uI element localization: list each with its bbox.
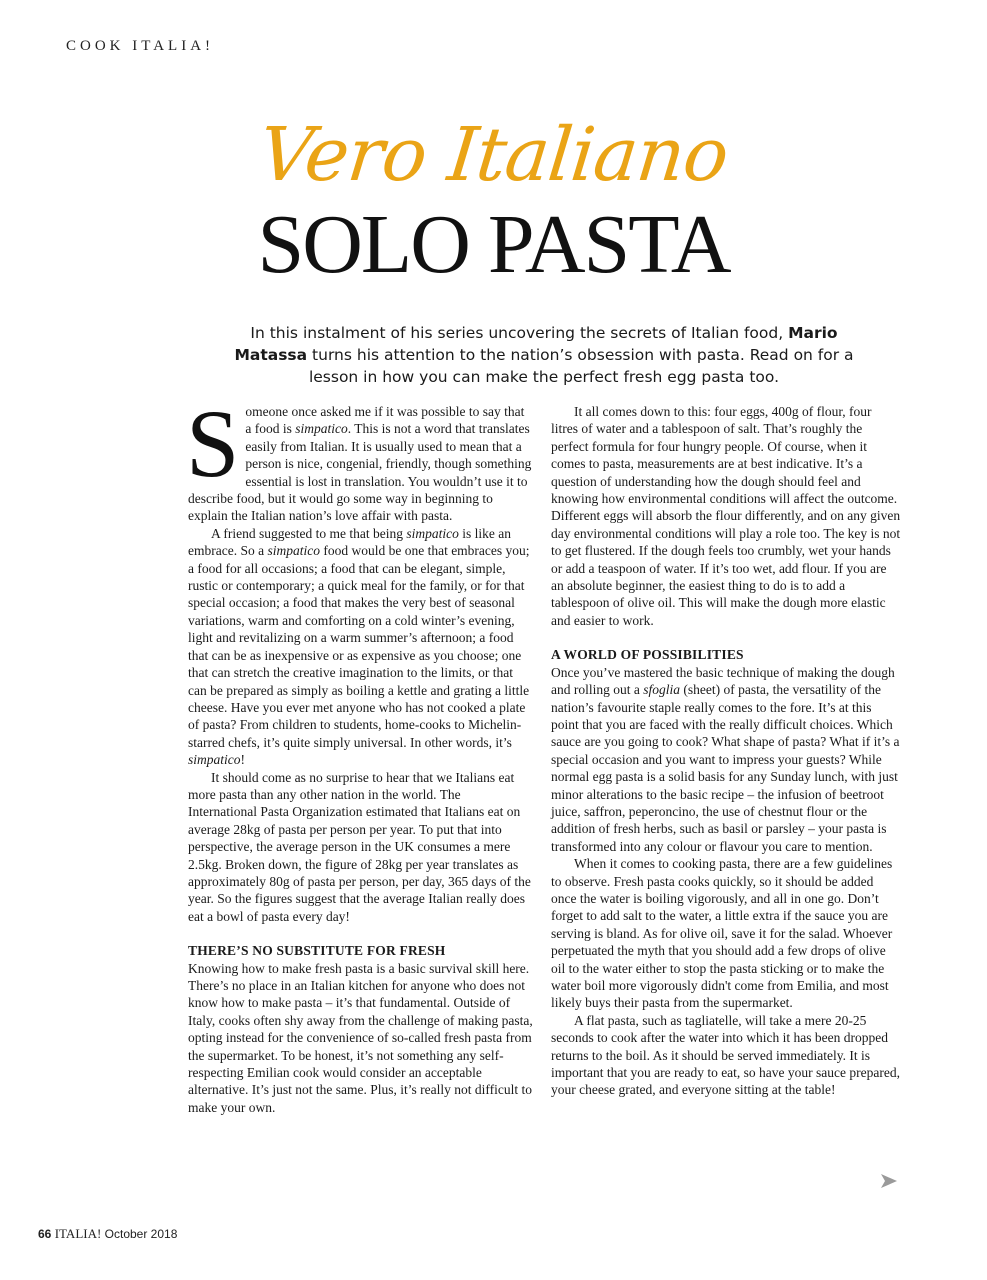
subheading-possibilities: A WORLD OF POSSIBILITIES	[551, 647, 744, 663]
paragraph-cooking: When it comes to cooking pasta, there are a few guidelines to observe. Fresh pasta cooks quickly, so it should be added once the water is boiling vigorously, and all in one go. Don’t forget to add salt to the water, a little extra if the sauce you are serving is bland. As for olive oil, save it for the salad. Whoever perpetuated the myth that you should add a few drops of olive oil to the water either to stop the pasta sticking or to make the water boil more vigorously didn't come from Emilia, and most likely buys their pasta from the supermarket.	[551, 856, 893, 1011]
headline: SOLO PASTA	[257, 198, 730, 291]
paragraph-statistics: It should come as no surprise to hear that we Italians eat more pasta than any other nation in the world. The International Pasta Organization estimated that Italians eat on average 28kg of pasta per person per year. To put that into perspective, the average person in the UK consumes a mere 2.5kg. Broken down, the figure of 28kg per year translates as approximately 80g of pasta per person, per day, 365 days of the year. So the figures suggest that the average Italian really does eat a bowl of pasta every day!	[188, 769, 531, 924]
paragraph-simpatico: A friend suggested to me that being simpatico is like an embrace. So a simpatico food would be one that embraces you; a food for all occasions; a food that can be elegant, simple, rustic or contemporary; a quick meal for the family, or for that special occasion; a food that makes the very best of seasonal variations, warm and comforting on a cold winter’s evening, light and revitalizing on a warm summer’s afternoon; a food that can be as inexpensive or as expensive as you choose; one that can stretch the creative imagination to the limits, or that can be prepared as simply as boiling a kettle and grating a little cheese. Have you ever met anyone who has not cooked a plate of pasta? From children to students, home-cooks to Michelin-starred chefs, it’s quite simply universal. In other words, it’s simpatico!	[188, 525, 530, 768]
page-footer	[38, 1226, 177, 1242]
magazine-name: ITALIA!	[54, 1226, 102, 1241]
paragraph-survival-skill: Knowing how to make fresh pasta is a basic survival skill here. There’s no place in an Italian kitchen for anyone who does not know how to make pasta – it’s that fundamental. Outside of Italy, cooks often shy away from the challenge of making pasta, opting instead for the convenience of so-called fresh pasta from the supermarket. To be honest, it’s not something any self-respecting Emilian cook would consider an acceptable alternative. It’s just not the same. Plus, it’s really not difficult to make your own.	[188, 960, 533, 1115]
continue-arrow-icon	[880, 1172, 898, 1190]
page-number: 66	[38, 1227, 52, 1241]
kicker-title: Vero Italiano	[255, 112, 732, 198]
issue-date: October 2018	[104, 1227, 178, 1241]
standfirst	[214, 322, 874, 388]
standfirst-intro: In this instalment of his series uncovering the secrets of Italian food,	[250, 324, 789, 342]
section-label: COOK ITALIA!	[66, 38, 215, 54]
subheading-fresh: THERE’S NO SUBSTITUTE FOR FRESH	[188, 943, 446, 959]
paragraph-flat-pasta: A flat pasta, such as tagliatelle, will take a mere 20-25 seconds to cook after the water into which it has been dropped returns to the boil. As it should be served immediately. It is important that you are ready to eat, so have your sauce prepared, your cheese grated, and everyone sitting at the table!	[551, 1012, 900, 1098]
paragraph-formula: It all comes down to this: four eggs, 400g of flour, four litres of water and a tablespoon of salt. That’s roughly the perfect formula for four hungry people. Of course, when it comes to pasta, measurements are at best indicative. It’s a question of understanding how the dough should feel and knowing how environmental conditions will affect the outcome. Different eggs will absorb the flour differently, and on any given day environmental conditions will play a role too. The key is not to get flustered. If the dough feels too crumbly, wet your hands or add a teaspoon of water. If it’s too wet, add flour. If you are an absolute beginner, the easiest thing to do is to add a tablespoon of olive oil. This will make the dough more elastic and easier to work.	[551, 404, 901, 628]
article-column-left	[186, 390, 533, 1116]
author-name: Mario Matassa	[234, 324, 838, 364]
drop-cap: S	[186, 390, 240, 497]
paragraph-versatility: Once you’ve mastered the basic technique of making the dough and rolling out a sfoglia (sheet) of pasta, the versatility of the nation’s favourite staple really comes to the fore. It’s at this point that you are faced with the really difficult choices. Which sauce are you going to cook? What shape of pasta? What if it’s a special occasion and you want to impress your guests? While normal egg pasta is a solid basis for any Sunday lunch, with just minor alterations to the basic recipe – the infusion of beetroot juice, saffron, peperoncino, the use of chestnut flour or the addition of fresh herbs, such as basil or parsley – your pasta is transformed into any colour or flavour you care to mention.	[551, 664, 900, 854]
article-column-right	[551, 403, 901, 1099]
standfirst-outro: turns his attention to the nation’s obsession with pasta. Read on for a lesson in how you can make the perfect fresh egg pasta too.	[307, 346, 854, 386]
paragraph-intro: omeone once asked me if it was possible to say that a food is simpatico. This is not a word that translates easily from Italian. It is usually used to mean that a person is nice, congenial, friendly, though something essential is lost in translation. You wouldn’t use it to describe food, but it would go some way in beginning to explain the Italian nation’s love affair with pasta.	[188, 404, 532, 524]
